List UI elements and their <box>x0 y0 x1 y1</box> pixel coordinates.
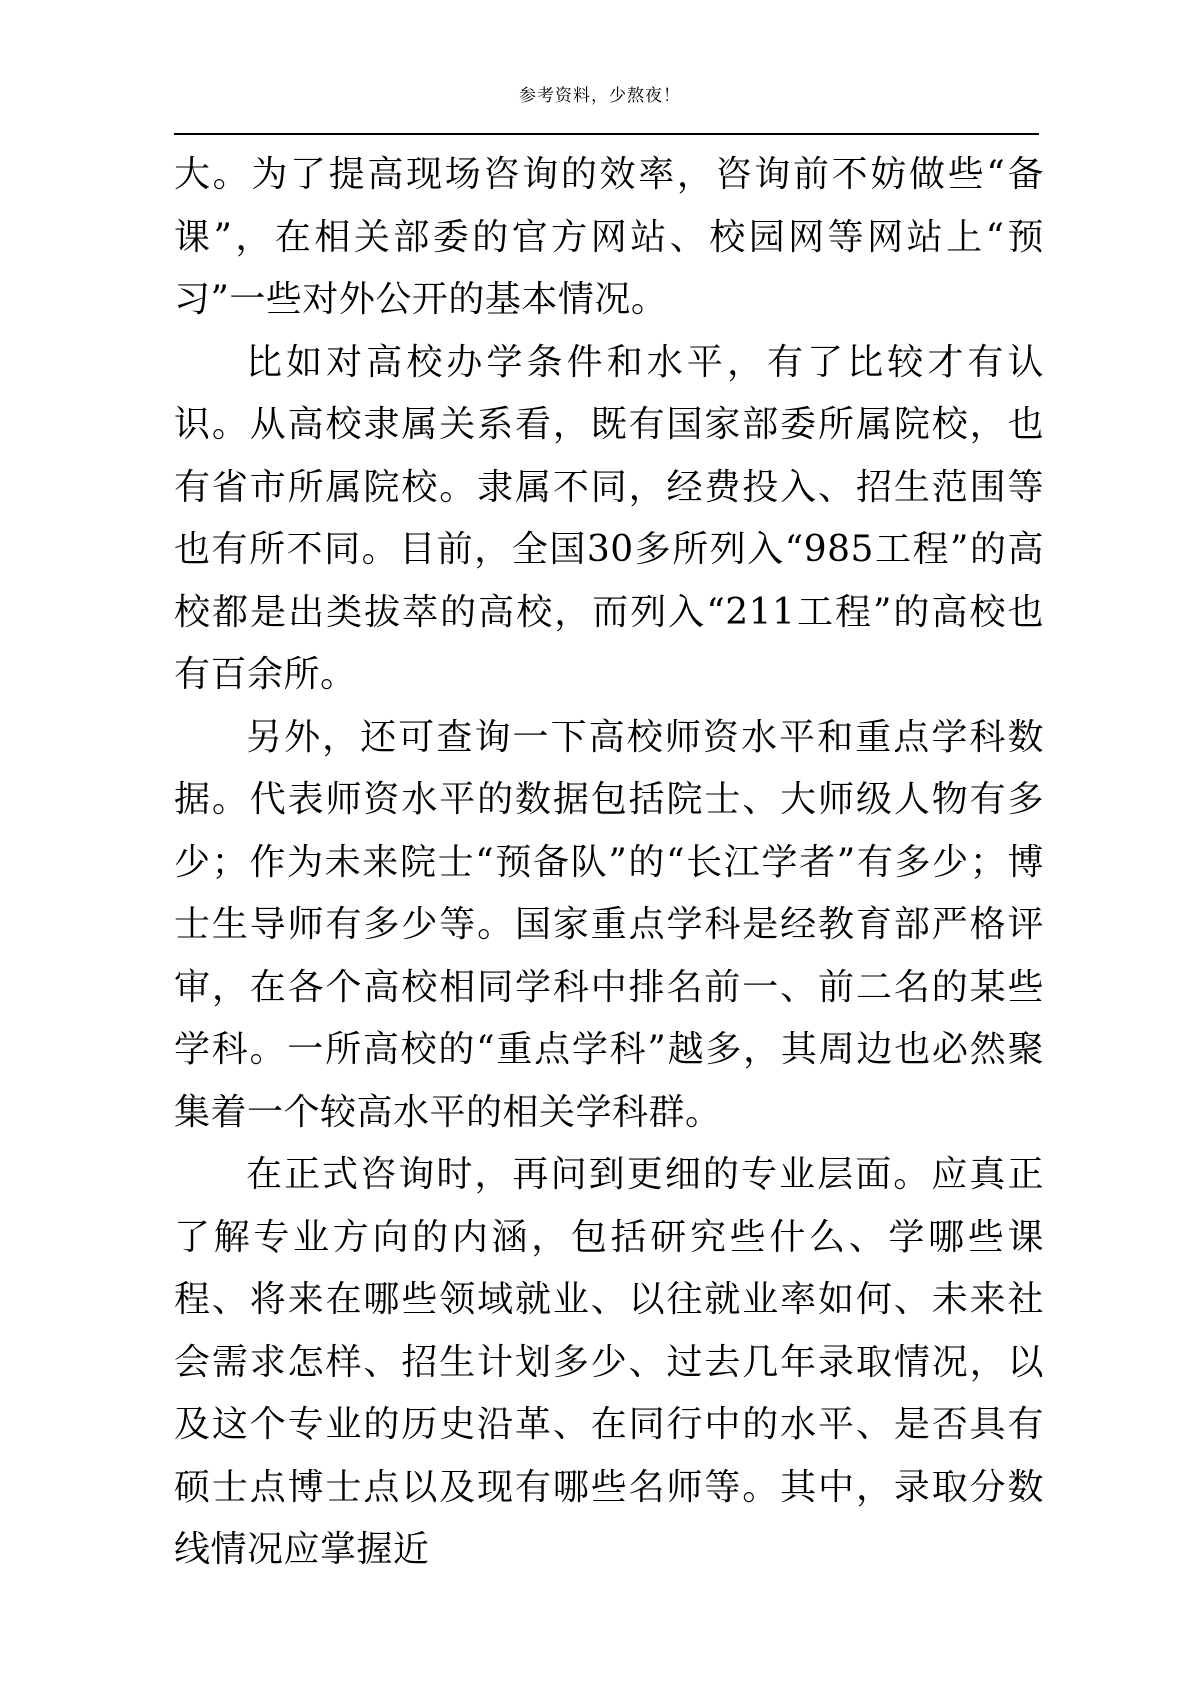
document-body <box>174 144 1044 1582</box>
paragraph-school-conditions: 比如对高校办学条件和水平，有了比较才有认识。从高校隶属关系看，既有国家部委所属院校，也有省市所属院校。隶属不同，经费投入、招生范围等也有所不同。目前，全国30多所列入“985工程”的高校都是出类拔萃的高校，而列入“211工程”的高校也有百余所。 <box>174 341 1044 695</box>
paragraph-faculty-disciplines: 另外，还可查询一下高校师资水平和重点学科数据。代表师资水平的数据包括院士、大师级人物有多少；作为未来院士“预备队”的“长江学者”有多少；博士生导师有多少等。国家重点学科是经教育部严格评审，在各个高校相同学科中排名前一、前二名的某些学科。一所高校的“重点学科”越多，其周边也必然聚集着一个较高水平的相关学科群。 <box>174 716 1044 1133</box>
paragraph-continued: 大。为了提高现场咨询的效率，咨询前不妨做些“备课”，在相关部委的官方网站、校园网等网站上“预习”一些对外公开的基本情况。 <box>174 154 1044 320</box>
header-divider <box>174 133 1039 135</box>
page-header: 参考资料，少熬夜！ <box>519 86 681 106</box>
paragraph-major-consultation: 在正式咨询时，再问到更细的专业层面。应真正了解专业方向的内涵，包括研究些什么、学哪些课程、将来在哪些领域就业、以往就业率如何、未来社会需求怎样、招生计划多少、过去几年录取情况，以及这个专业的历史沿革、在同行中的水平、是否具有硕士点博士点以及现有哪些名师等。其中，录取分数线情况应掌握近 <box>174 1154 1044 1570</box>
